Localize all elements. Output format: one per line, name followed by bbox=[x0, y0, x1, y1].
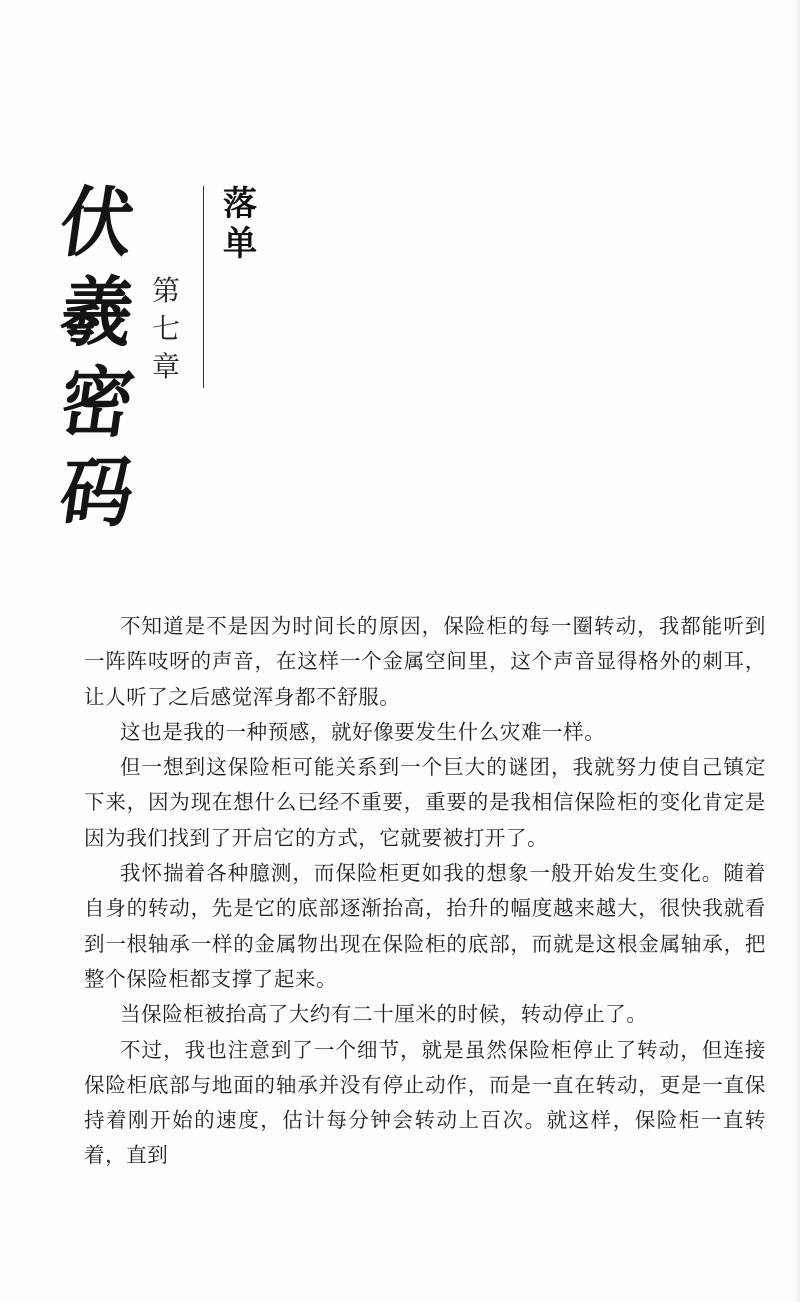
paragraph: 当保险柜被抬高了大约有二十厘米的时候，转动停止了。 bbox=[120, 1002, 648, 1027]
paragraph: 我怀揣着各种臆测，而保险柜更如我的想象一般开始发生变化。随着自身的转动，先是它的底部逐渐抬高，抬升的幅度越来越大，很快我就看到一根轴承一样的金属物出现在保险柜的底部，而就是这根金属轴承，把整个保险柜都支撑了起来。 bbox=[84, 861, 766, 991]
body-text bbox=[84, 609, 766, 1174]
chapter-title-char: 落 bbox=[223, 184, 257, 224]
series-title-calligraphy bbox=[54, 178, 140, 538]
chapter-label-char: 章 bbox=[151, 350, 180, 383]
chapter-number-label bbox=[146, 272, 186, 386]
series-title-char: 密 bbox=[54, 358, 140, 447]
series-title-char: 伏 bbox=[54, 178, 140, 267]
paragraph: 不过，我也注意到了一个细节，就是虽然保险柜停止了转动，但连接保险柜底部与地面的轴承并没有停止动作，而是一直在转动，更是一直保持着刚开始的速度，估计每分钟会转动上百次。就这样，保险柜一直转着，直到 bbox=[84, 1037, 766, 1168]
chapter-title-char: 单 bbox=[223, 224, 257, 264]
paragraph: 这也是我的一种预感，就好像要发生什么灾难一样。 bbox=[120, 719, 606, 744]
chapter-label-char: 第 bbox=[151, 274, 180, 307]
series-title-char: 羲 bbox=[54, 268, 140, 357]
chapter-label-char: 七 bbox=[151, 312, 180, 345]
chapter-title bbox=[218, 184, 262, 264]
paragraph: 不知道是不是因为时间长的原因，保险柜的每一圈转动，我都能听到一阵阵吱呀的声音，在这样一个金属空间里，这个声音显得格外的刺耳，让人听了之后感觉浑身都不舒服。 bbox=[84, 614, 766, 709]
chapter-divider-rule bbox=[203, 186, 204, 388]
series-title-char: 码 bbox=[54, 448, 140, 537]
paragraph: 但一想到这保险柜可能关系到一个巨大的谜团，我就努力使自己镇定下来，因为现在想什么已经不重要，重要的是我相信保险柜的变化肯定是因为我们找到了开启它的方式，它就要被打开了。 bbox=[84, 755, 766, 850]
page-edge-shadow bbox=[794, 0, 800, 1302]
